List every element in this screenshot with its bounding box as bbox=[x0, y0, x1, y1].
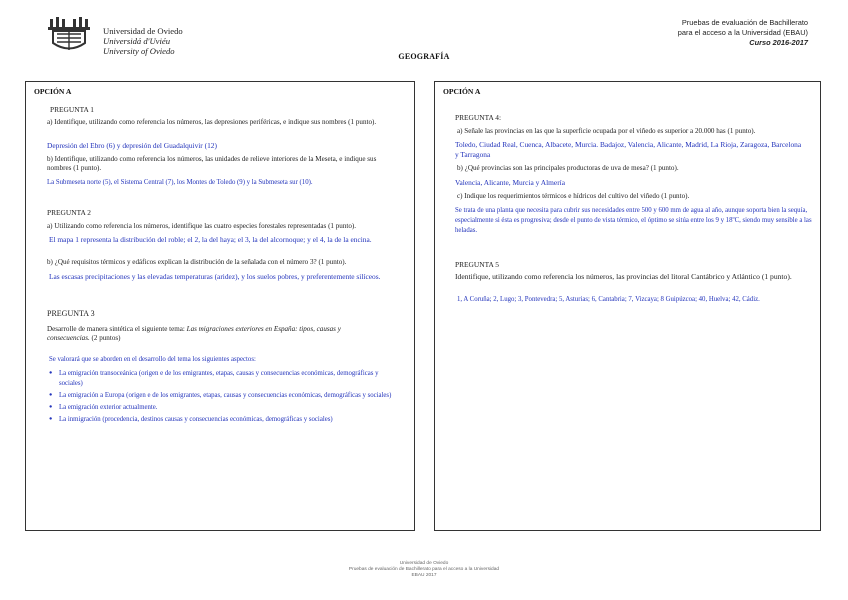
pregunta2-title: PREGUNTA 2 bbox=[47, 208, 91, 217]
pregunta2-a-answer: El mapa 1 representa la distribución del roble; el 2, la del haya; el 3, la del alcornoque; y el 4, la de la encina. bbox=[49, 235, 372, 244]
pregunta3-criteria-list bbox=[49, 369, 394, 427]
pregunta3-title: PREGUNTA 3 bbox=[47, 309, 95, 318]
pregunta4-b-answer: Valencia, Alicante, Murcia y Almería bbox=[455, 178, 565, 187]
pregunta4-a-text: a) Señale las provincias en las que la superficie ocupada por el viñedo es superior a 20.000 has (1 punto). bbox=[457, 127, 756, 135]
footer-line-2: Pruebas de evaluación de Bachillerato para el acceso a la Universidad bbox=[348, 566, 500, 572]
university-name-es: Universidad de Oviedo bbox=[103, 26, 183, 36]
footer-line-1: Universidad de Oviedo bbox=[399, 561, 449, 566]
pregunta1-a-answer: Depresión del Ebro (6) y depresión del Guadalquivir (12) bbox=[47, 141, 217, 150]
page-footer bbox=[0, 561, 848, 578]
criteria-item: ● La inmigración (procedencia, destinos causas y consecuencias económicas, demográficas y sociales) bbox=[49, 415, 394, 425]
pregunta3-topic: Las migraciones exteriores en España: tipos, causas y consecuencias. bbox=[47, 325, 341, 343]
criteria-item: ● La emigración a Europa (origen e de los emigrantes, etapas, causas y consecuencias económicas, demográficas y sociales) bbox=[49, 391, 394, 401]
pregunta2-b-text: b) ¿Qué requisitos térmicos y edáficos explican la distribución de la señalada con el número 3? (1 punto). bbox=[47, 258, 347, 266]
pregunta4-a-answer: Toledo, Ciudad Real, Cuenca, Albacete, Murcia. Badajoz, Valencia, Alicante, Madrid, La Rioja, Zaragoza, Barcelona y Tarragona bbox=[455, 140, 802, 159]
pregunta2-a-text: a) Utilizando como referencia los números, identifique las cuatro especies forestales representadas (1 punto). bbox=[47, 222, 357, 230]
pregunta3-text bbox=[47, 325, 382, 344]
pregunta1-title: PREGUNTA 1 bbox=[50, 105, 94, 114]
pregunta3-points: (2 puntos) bbox=[89, 334, 121, 343]
pregunta1-b-answer: La Submeseta norte (5), el Sistema Central (7), los Montes de Toledo (9) y la Submeseta sur (10). bbox=[47, 179, 313, 186]
pregunta4-title: PREGUNTA 4: bbox=[455, 113, 502, 122]
criteria-item: ● La emigración exterior actualmente. bbox=[49, 403, 394, 413]
footer-line-3: EBAU 2017 bbox=[411, 572, 437, 578]
pregunta1-b-text: b) Identifique, utilizando como referencia los números, las unidades de relieve interiores de la Meseta, e indique sus nombres (1 punto). bbox=[47, 155, 377, 173]
exam-line-2: para el acceso a la Universidad (EBAU) bbox=[677, 28, 808, 37]
pregunta4-c-answer: Se trata de una planta que necesita para cubrir sus necesidades entre 500 y 600 mm de agua al año, aunque soporta bien la sequía, especialmente si ésta es progresiva; desde el punto de vista térmico, el óptimo se sitúa entre los 9 y 18ºC, siendo muy sensible a las heladas. bbox=[455, 207, 812, 234]
right-option-title: OPCIÓN A bbox=[443, 87, 481, 96]
pregunta4-b-text: b) ¿Qué provincias son las principales productoras de uva de mesa? (1 punto). bbox=[457, 164, 679, 172]
right-option-box bbox=[434, 81, 821, 531]
pregunta4-c-text: c) Indique los requerimientos térmicos e hídricos del cultivo del viñedo (1 punto). bbox=[457, 192, 690, 200]
subject-title: GEOGRAFÍA bbox=[398, 52, 450, 61]
exam-line-1: Pruebas de evaluación de Bachillerato bbox=[681, 18, 808, 27]
left-option-title: OPCIÓN A bbox=[34, 87, 72, 96]
pregunta5-answer: 1, A Coruña; 2, Lugo; 3, Pontevedra; 5, Asturias; 6, Cantabria; 7, Vizcaya; 8 Guipúzcoa; 40, Huelva; 42, Cádiz. bbox=[457, 296, 760, 303]
left-option-box bbox=[25, 81, 415, 531]
pregunta1-a-text: a) Identifique, utilizando como referencia los números, las depresiones periféricas, e indique sus nombres (1 punto). bbox=[47, 118, 377, 126]
exam-course: Curso 2016-2017 bbox=[749, 38, 808, 47]
pregunta3-criteria-intro: Se valorará que se aborden en el desarrollo del tema los siguientes aspectos: bbox=[49, 356, 256, 363]
university-crest-logo bbox=[48, 16, 90, 54]
pregunta3-text-start: Desarrolle de manera sintética el siguiente tema: bbox=[47, 325, 187, 333]
pregunta5-text: Identifique, utilizando como referencia los números, las provincias del litoral Cantábrico y Atlántico (1 punto). bbox=[455, 272, 792, 281]
exam-header bbox=[678, 18, 808, 48]
pregunta2-b-answer: Las escasas precipitaciones y las elevadas temperaturas (aridez), y los suelos pobres, y preferentemente silíceos. bbox=[49, 272, 381, 281]
pregunta5-title: PREGUNTA 5 bbox=[455, 260, 499, 269]
university-name-en: University of Oviedo bbox=[103, 46, 175, 56]
criteria-item: ● La emigración transoceánica (origen e de los emigrantes, etapas, causas y consecuencias económicas, demográficas y sociales) bbox=[49, 369, 394, 389]
university-name-ast: Universidá d'Uviéu bbox=[103, 36, 170, 46]
